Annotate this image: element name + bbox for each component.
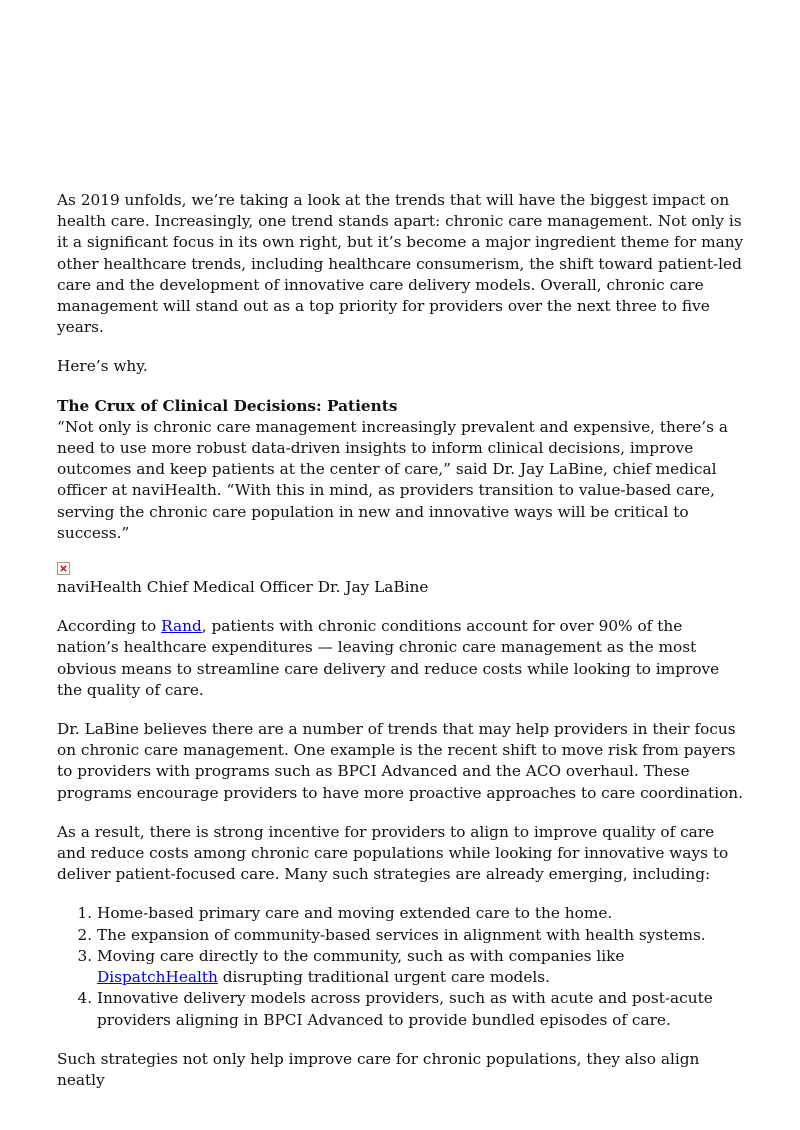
list-item-text: Moving care directly to the community, such as with companies like xyxy=(97,946,625,965)
rand-link[interactable]: Rand xyxy=(161,617,202,636)
labine-quote: “Not only is chronic care management increasingly prevalent and expensive, there’s a need to use more robust data-driven insights to inform clinical decisions, improve outcomes and keep patients at the center of care,” said Dr. Jay LaBine, chief medical officer at naviHealth. “With this in mind, as providers transition to value-based care, serving the chronic care population in new and innovative ways will be critical to success.” xyxy=(57,417,728,542)
rand-paragraph xyxy=(57,616,747,701)
rand-para-after: , patients with chronic conditions account for over 90% of the nation’s healthcare expenditures — leaving chronic care management as the most obvious means to streamline care delivery and reduce costs while looking to improve the quality of care. xyxy=(57,617,720,699)
image-with-caption xyxy=(57,562,747,598)
broken-image-icon xyxy=(57,562,70,575)
result-paragraph: As a result, there is strong incentive for providers to align to improve quality of care and reduce costs among chronic care populations while looking for innovative ways to deliver patient-focused care. Many such strategies are already emerging, including: xyxy=(57,822,729,884)
quote-block xyxy=(57,396,747,544)
closing-paragraph: Such strategies not only help improve care for chronic populations, they also align neatly xyxy=(57,1049,700,1089)
section-heading: The Crux of Clinical Decisions: Patients xyxy=(57,396,398,415)
rand-para-before: According to xyxy=(57,617,162,636)
image-caption: naviHealth Chief Medical Officer Dr. Jay LaBine xyxy=(57,578,429,597)
list-item: 1. Home-based primary care and moving extended care to the home. xyxy=(97,903,747,924)
labine-paragraph: Dr. LaBine believes there are a number of trends that may help providers in their focus on chronic care management. One example is the recent shift to move risk from payers to providers with programs such as BPCI Advanced and the ACO overhaul. These programs encourage providers to have more proactive approaches to care coordination. xyxy=(57,720,744,802)
article-body xyxy=(57,190,747,1109)
heres-why-paragraph: Here’s why. xyxy=(57,357,148,376)
dispatchhealth-link[interactable]: DispatchHealth xyxy=(97,968,218,987)
strategies-list xyxy=(57,903,747,1030)
intro-paragraph: As 2019 unfolds, we’re taking a look at the trends that will have the biggest impact on health care. Increasingly, one trend stands apart: chronic care management. Not only is it a significant focus in its own right, but it’s become a major ingredient theme for many other healthcare trends, including healthcare consumerism, the shift toward patient-led care and the development of innovative care delivery models. Overall, chronic care management will stand out as a top priority for providers over the next three to five years. xyxy=(57,191,744,337)
list-item xyxy=(97,946,747,988)
list-item: 4. Innovative delivery models across providers, such as with acute and post-acute providers aligning in BPCI Advanced to provide bundled episodes of care. xyxy=(97,988,747,1030)
list-item-text: disrupting traditional urgent care models. xyxy=(217,968,550,987)
list-item: 2. The expansion of community-based services in alignment with health systems. xyxy=(97,925,747,946)
